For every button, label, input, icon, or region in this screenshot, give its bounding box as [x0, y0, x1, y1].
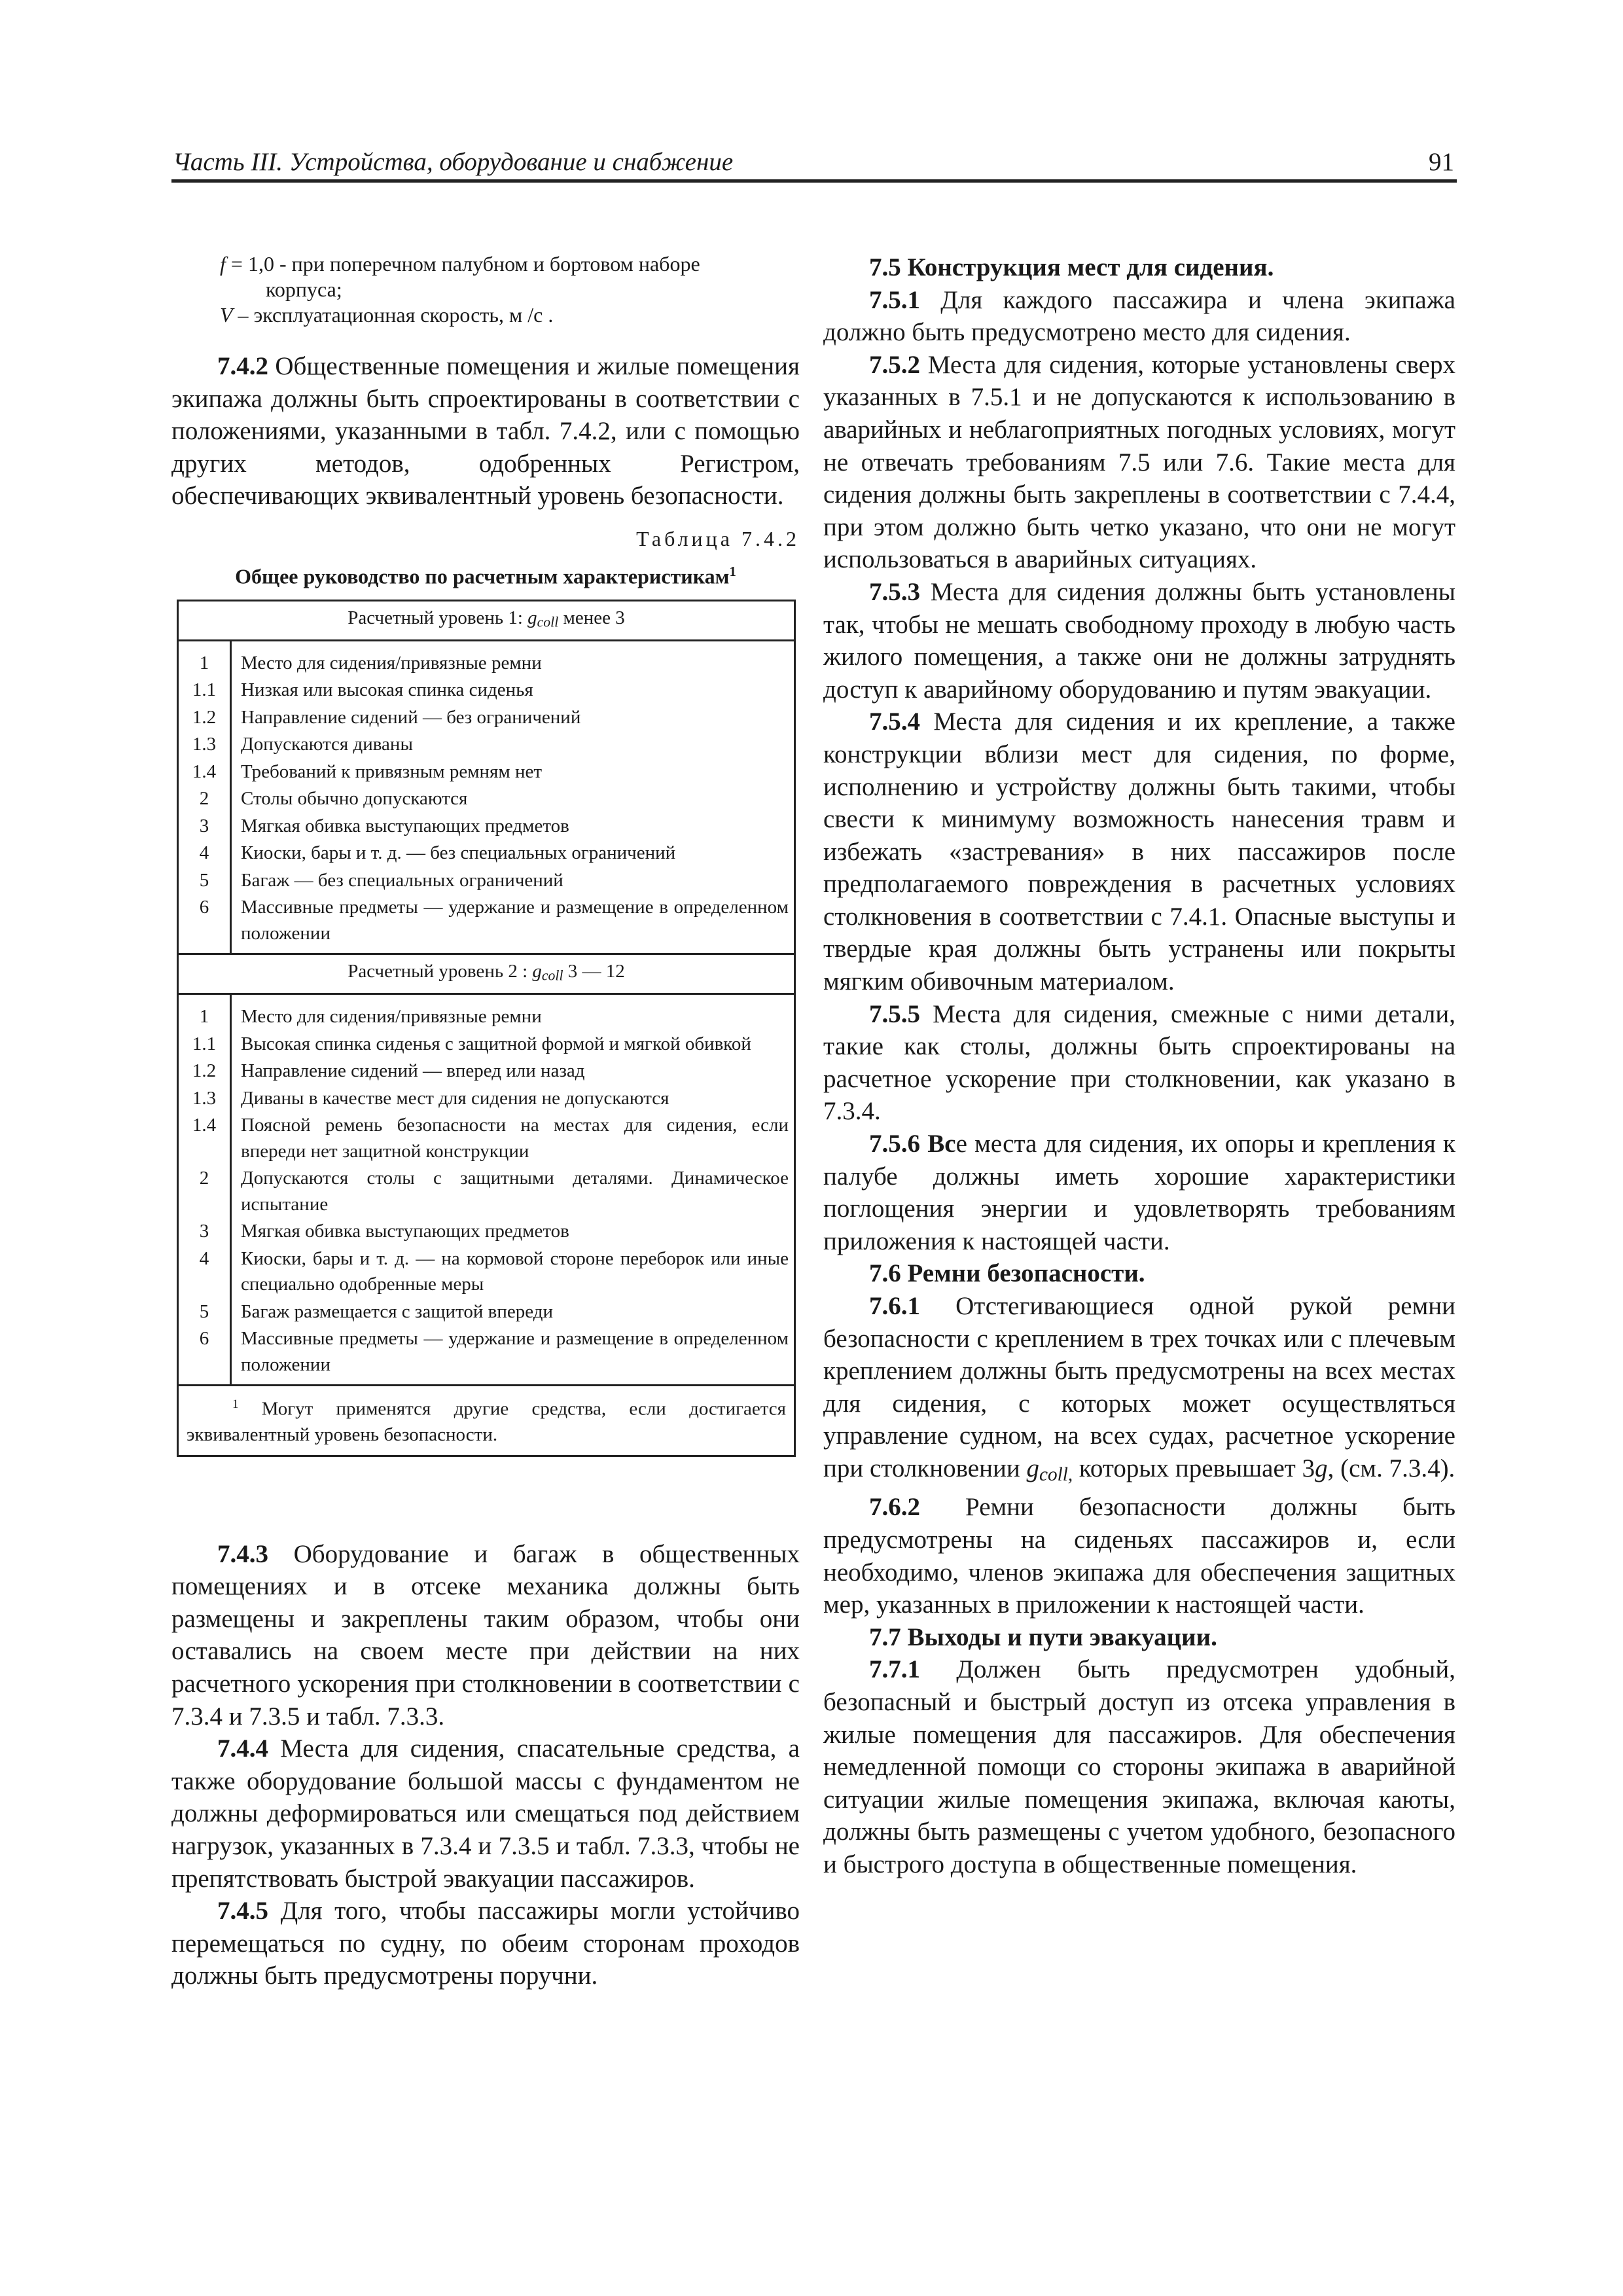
table-row: [178, 759, 795, 786]
paragraph-7-5-6: 7.5.6 Все места для сидения, их опоры и крепления к палубе должны иметь хорошие характеристики поглощения энергии и удовлетворять требованиям приложения к настоящей части.: [823, 1130, 1455, 1255]
table-row: [178, 677, 795, 704]
table-row: [178, 994, 795, 1031]
row-text: Низкая или высокая спинка сиденья: [231, 677, 795, 704]
running-title: Часть III. Устройства, оборудование и снабжение: [173, 148, 734, 176]
row-number: 1.3: [178, 1085, 231, 1113]
table-row: [178, 1218, 795, 1246]
row-number: 1.1: [178, 1031, 231, 1058]
row-number: 3: [178, 813, 231, 840]
heading-7-5: 7.5 Конструкция мест для сидения.: [869, 253, 1274, 281]
row-number: 1.2: [178, 1058, 231, 1085]
table-row: [178, 840, 795, 867]
row-number: 1.4: [178, 759, 231, 786]
paragraph-7-4-3: 7.4.3 Оборудование и багаж в общественных помещениях и в отсеке механика должны быть размещены и закреплены таким образом, чтобы они оставались на своем месте при действии на них расчетного ускорения при столкновении в соответствии с 7.3.4 и 7.3.5 и табл. 7.3.3.: [171, 1539, 800, 1731]
left-column: [171, 251, 800, 1992]
row-text: Мягкая обивка выступающих предметов: [231, 1218, 795, 1246]
table-footnote: $^1$ Могут применятся другие средства, если достигается эквивалентный уровень безопасности.: [178, 1386, 795, 1456]
table-row: [178, 1112, 795, 1165]
table-row: [178, 1299, 795, 1326]
table-row: [178, 813, 795, 840]
page-number: 91: [1429, 148, 1454, 176]
page-header: [171, 145, 1457, 183]
row-text: Допускаются столы с защитными деталями. Динамическое испытание: [231, 1165, 795, 1218]
row-number: 1.2: [178, 704, 231, 732]
row-number: 3: [178, 1218, 231, 1246]
row-number: 5: [178, 867, 231, 895]
legend-v: V – эксплуатационная скорость, м /с .: [220, 303, 554, 327]
row-text: Поясной ремень безопасности на местах для сидения, если впереди нет защитной конструкции: [231, 1112, 795, 1165]
table-row: [178, 1058, 795, 1085]
table-row: [178, 1246, 795, 1299]
paragraph-7-4-2: 7.4.2 Общественные помещения и жилые помещения экипажа должны быть спроектированы в соответствии с положениями, указанными в табл. 7.4.2, или с помощью других методов, одобренных Регистром, обеспечивающих эквивалентный уровень безопасности.: [171, 352, 800, 511]
row-text: Допускаются диваны: [231, 731, 795, 759]
paragraph-7-5-2: 7.5.2 Места для сидения, которые установлены сверх указанных в 7.5.1 и не допускаются к использованию в аварийных и неблагоприятных погодных условиях, могут не отвечать требованиям 7.5 или 7.6. Такие места для сидения должны быть закреплены в соответствии с 7.4.4, при этом должно быть четко указано, что они не могут использоваться в аварийных ситуациях.: [823, 350, 1455, 574]
table-row: [178, 1165, 795, 1218]
row-text: Место для сидения/привязные ремни: [231, 640, 795, 677]
row-number: 4: [178, 1246, 231, 1299]
row-text: Направление сидений — без ограничений: [231, 704, 795, 732]
row-text: Высокая спинка сиденья с защитной формой и мягкой обивкой: [231, 1031, 795, 1058]
row-text: Столы обычно допускаются: [231, 785, 795, 813]
table-title: Общее руководство по расчетным характеристикам$^1$: [235, 564, 736, 588]
row-number: 6: [178, 1325, 231, 1386]
table-row: [178, 1325, 795, 1386]
table-row: [178, 704, 795, 732]
row-number: 1: [178, 994, 231, 1031]
formula-legend: [220, 251, 800, 328]
row-number: 1.4: [178, 1112, 231, 1165]
paragraph-7-4-5: 7.4.5 Для того, чтобы пассажиры могли устойчиво перемещаться по судну, по обеим сторонам проходов должны быть предусмотрены поручни.: [171, 1897, 800, 1990]
heading-7-6: 7.6 Ремни безопасности.: [869, 1259, 1145, 1288]
row-text: Багаж размещается с защитой впереди: [231, 1299, 795, 1326]
row-text: Киоски, бары и т. д. — на кормовой стороне переборок или иные специально одобренные меры: [231, 1246, 795, 1299]
legend-f: f = 1,0 - при поперечном палубном и бортовом наборе: [220, 252, 700, 276]
table-row: [178, 785, 795, 813]
row-text: Место для сидения/привязные ремни: [231, 994, 795, 1031]
row-text: Диваны в качестве мест для сидения не допускаются: [231, 1085, 795, 1113]
row-text: Мягкая обивка выступающих предметов: [231, 813, 795, 840]
row-text: Массивные предметы — удержание и размещение в определенном положении: [231, 1325, 795, 1386]
row-number: 5: [178, 1299, 231, 1326]
table-row: [178, 1085, 795, 1113]
heading-7-7: 7.7 Выходы и пути эвакуации.: [869, 1623, 1217, 1651]
row-text: Направление сидений — вперед или назад: [231, 1058, 795, 1085]
paragraph-7-5-5: 7.5.5 Места для сидения, смежные с ними детали, такие как столы, должны быть спроектированы на расчетное ускорение при столкновении, как указано в 7.3.4.: [823, 999, 1455, 1126]
row-number: 4: [178, 840, 231, 867]
design-characteristics-table: [177, 600, 796, 1457]
row-number: 1: [178, 640, 231, 677]
row-text: Массивные предметы — удержание и размещение в определенном положении: [231, 894, 795, 954]
row-text: Багаж — без специальных ограничений: [231, 867, 795, 895]
row-number: 2: [178, 785, 231, 813]
table-row: [178, 894, 795, 954]
paragraph-7-7-1: 7.7.1 Должен быть предусмотрен удобный, безопасный и быстрый доступ из отсека управления в жилые помещения для пассажиров. Для обеспечения немедленной помощи со стороны экипажа в аварийной ситуации жилые помещения экипажа, включая каюты, должны быть размещены с учетом удобного, безопасного и быстрого доступа в общественные помещения.: [823, 1655, 1455, 1878]
paragraph-7-5-4: 7.5.4 Места для сидения и их крепление, а также конструкции вблизи мест для сидения, по форме, исполнению и устройству должны быть такими, чтобы свести к минимуму возможность нанесения травм и избежать «застревания» в них пассажиров после предполагаемого повреждения в расчетных условиях столкновения в соответствии с 7.4.1. Опасные выступы и твердые края должны быть устранены или покрыты мягким обивочным материалом.: [823, 708, 1455, 996]
paragraph-7-6-2: 7.6.2 Ремни безопасности должны быть предусмотрены на сиденьях пассажиров и, если необходимо, членов экипажа для обеспечения защитных мер, указанных в приложении к настоящей части.: [823, 1493, 1455, 1619]
table-row: [178, 640, 795, 677]
table-caption: Таблица 7.4.2: [636, 526, 800, 550]
paragraph-7-6-1: 7.6.1 Отстегивающиеся одной рукой ремни безопасности с креплением в трех точках или с плечевым креплением должны быть предусмотрены на всех местах для сидения, с которых может осуществляться управление судном, на всех судах, расчетное ускорение при столкновении gcoll, которых превышает 3g, (см. 7.3.4).: [823, 1292, 1455, 1485]
row-number: 1.3: [178, 731, 231, 759]
row-text: Киоски, бары и т. д. — без специальных ограничений: [231, 840, 795, 867]
table-level-1-header: Расчетный уровень 1: gcoll менее 3: [178, 600, 795, 640]
table-row: [178, 731, 795, 759]
table-row: [178, 1031, 795, 1058]
row-number: 1.1: [178, 677, 231, 704]
table-row: [178, 867, 795, 895]
right-column: [823, 251, 1455, 1881]
row-text: Требований к привязным ремням нет: [231, 759, 795, 786]
row-number: 2: [178, 1165, 231, 1218]
row-number: 6: [178, 894, 231, 954]
table-level-2-header: Расчетный уровень 2 : gcoll 3 — 12: [178, 954, 795, 994]
paragraph-7-4-4: 7.4.4 Места для сидения, спасательные средства, а также оборудование большой массы с фундаментом не должны деформироваться или смещаться под действием нагрузок, указанных в 7.3.4 и 7.3.5 и табл. 7.3.3, чтобы не препятствовать быстрой эвакуации пассажиров.: [171, 1734, 800, 1893]
paragraph-7-5-3: 7.5.3 Места для сидения должны быть установлены так, чтобы не мешать свободному проходу в любую часть жилого помещения, а также они не должны затруднять доступ к аварийному оборудованию и путям эвакуации.: [823, 577, 1455, 704]
legend-f-cont: корпуса;: [266, 278, 342, 301]
paragraph-7-5-1: 7.5.1 Для каждого пассажира и члена экипажа должно быть предусмотрено место для сидения.: [823, 285, 1455, 347]
